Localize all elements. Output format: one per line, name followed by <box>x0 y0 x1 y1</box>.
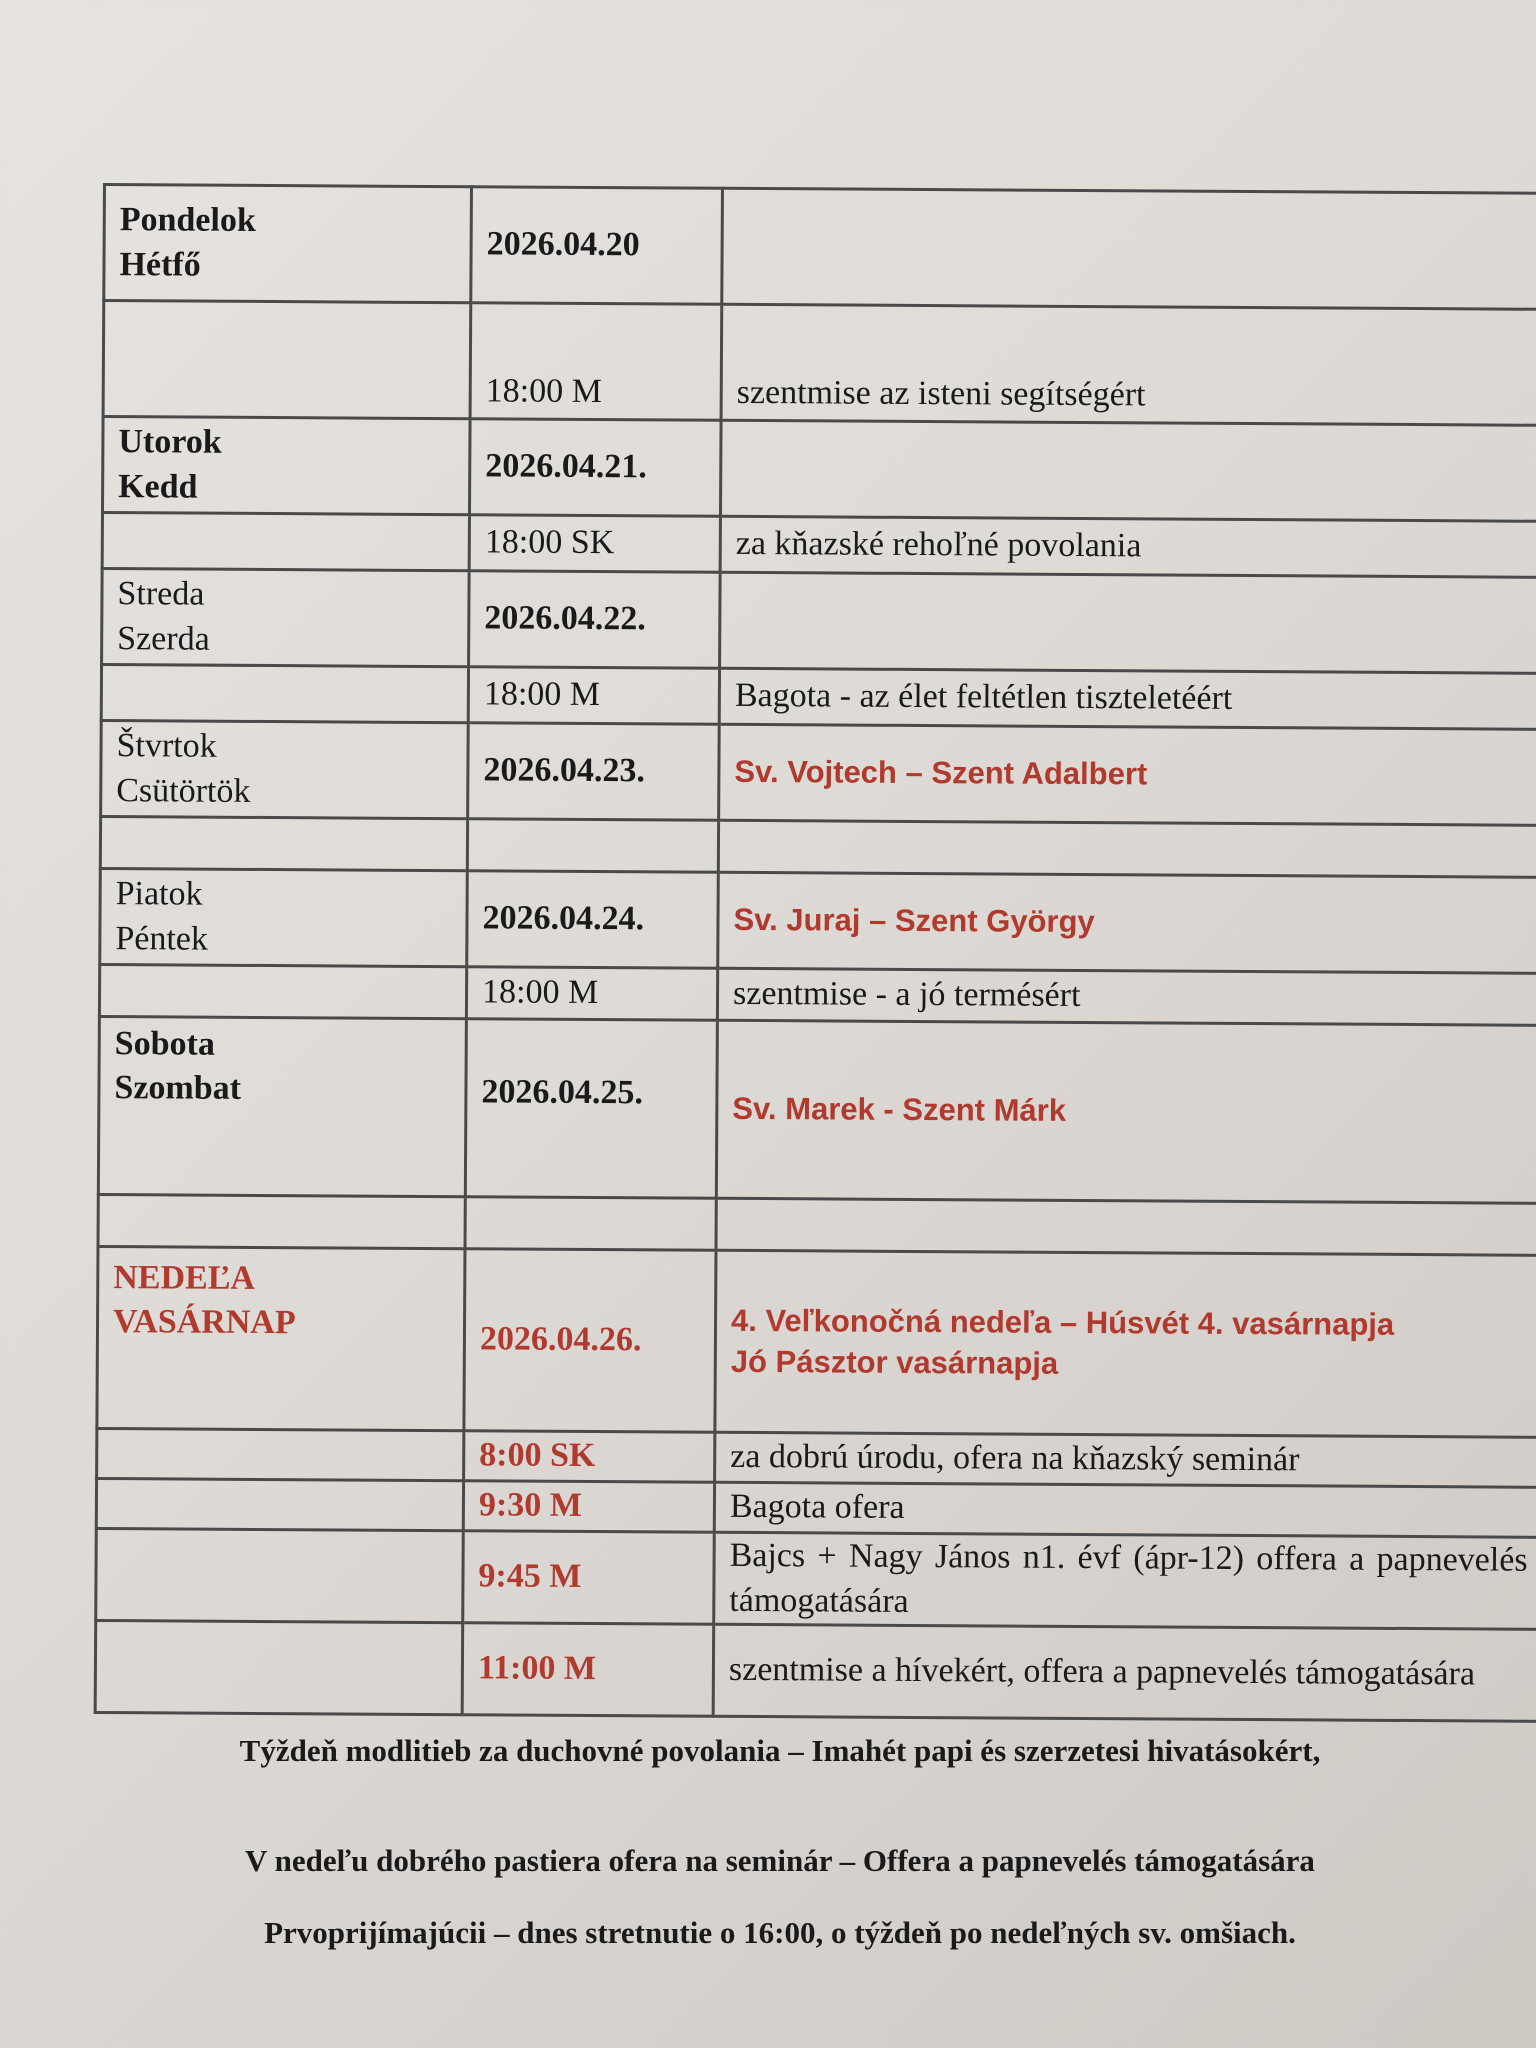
day-name-sk: Streda <box>117 575 205 613</box>
day-name-sk: Sobota <box>114 1025 215 1063</box>
empty-cell <box>99 964 466 1018</box>
day-row-wednesday <box>102 569 1536 674</box>
day-row-thursday <box>101 720 1536 825</box>
feast-cell: Sv. Marek - Szent Márk <box>716 1020 1536 1203</box>
day-name-hu: Szerda <box>117 619 210 658</box>
date-cell: 2026.04.21. <box>469 419 721 517</box>
empty-cell <box>465 1197 716 1251</box>
empty-cell <box>95 1620 463 1714</box>
day-name-hu: Hétfő <box>119 245 201 284</box>
empty-cell <box>718 820 1536 877</box>
footer-seminary-offering: V nedeľu dobrého pastiera ofera na seminár – Offera a papnevelés támogatására <box>245 1843 1315 1878</box>
event-row <box>96 1528 1536 1629</box>
note-cell: szentmise a hívekért, offera a papnevelés támogatására <box>713 1624 1536 1721</box>
day-row-saturday <box>98 1016 1536 1203</box>
day-name-hu: VASÁRNAP <box>112 1303 296 1342</box>
note-cell: za kňazské rehoľné povolania <box>720 516 1536 577</box>
event-row <box>103 301 1536 426</box>
day-name-sk: Utorok <box>118 423 222 462</box>
time-cell: 18:00 M <box>468 667 719 725</box>
day-name-cell <box>102 569 470 667</box>
note-cell: Bagota - az élet feltétlen tiszteletéért <box>719 668 1536 729</box>
empty-cell <box>98 1194 465 1248</box>
day-row-sunday <box>97 1246 1536 1437</box>
time-cell: 11:00 M <box>462 1623 714 1717</box>
date-cell: 2026.04.25. <box>465 1019 717 1199</box>
day-name-hu: Szombat <box>114 1069 242 1108</box>
empty-row <box>100 816 1536 877</box>
mass-schedule-table <box>94 183 1536 1723</box>
note-cell: szentmise - a jó termésért <box>717 968 1536 1025</box>
time-cell: 9:45 M <box>463 1531 715 1625</box>
date-cell: 2026.04.24. <box>467 871 719 969</box>
empty-cell <box>467 819 718 873</box>
footer-prayer-week: Týždeň modlitieb za duchovné povolania – Imahét papi és szerzetesi hivatásokért, <box>239 1733 1321 1768</box>
day-name-cell <box>97 1246 465 1430</box>
day-name-cell <box>101 720 469 818</box>
time-cell: 8:00 SK <box>464 1431 715 1483</box>
date-cell: 2026.04.22. <box>469 571 721 669</box>
day-name-sk: Piatok <box>115 875 203 913</box>
feast-cell: Sv. Vojtech – Szent Adalbert <box>719 724 1536 825</box>
feast-cell: Sv. Juraj – Szent György <box>718 872 1536 973</box>
day-name-hu: Csütörtök <box>116 771 251 810</box>
time-cell: 9:30 M <box>463 1481 714 1533</box>
day-name-sk: Pondelok <box>119 201 256 240</box>
time-cell: 18:00 M <box>466 967 717 1021</box>
event-row <box>101 665 1536 730</box>
event-row <box>99 964 1536 1025</box>
empty-cell <box>96 1478 463 1530</box>
note-cell: za dobrú úrodu, ofera na kňazský seminár <box>715 1432 1536 1487</box>
feast-line-2: Jó Pásztor vasárnapja <box>730 1343 1059 1381</box>
empty-cell <box>100 816 467 870</box>
empty-cell <box>97 1428 464 1480</box>
empty-cell <box>102 513 469 571</box>
note-cell <box>722 188 1536 309</box>
day-name-hu: Kedd <box>118 467 198 506</box>
day-name-cell <box>98 1016 466 1196</box>
feast-cell <box>715 1250 1536 1437</box>
empty-cell <box>101 665 468 723</box>
day-row-friday <box>100 868 1536 973</box>
day-name-cell <box>102 417 470 515</box>
empty-cell <box>96 1528 464 1622</box>
day-row-tuesday <box>102 417 1536 522</box>
note-cell <box>720 572 1536 673</box>
day-row-monday <box>104 185 1536 310</box>
date-cell: 2026.04.23. <box>468 723 720 821</box>
empty-cell <box>103 301 471 419</box>
event-row <box>102 513 1536 578</box>
note-cell: szentmise az isteni segítségért <box>721 304 1536 425</box>
event-row <box>97 1428 1536 1487</box>
note-cell <box>720 420 1536 521</box>
note-cell: Bajcs + Nagy János n1. évf (ápr-12) offera a papnevelés támogatására <box>714 1532 1536 1629</box>
footer-first-communion: Prvoprijímajúcii – dnes stretnutie o 16:00, o týždeň po nedeľných sv. omšiach. <box>264 1915 1296 1950</box>
day-name-sk: Štvrtok <box>116 727 217 766</box>
day-name-cell <box>100 868 468 966</box>
date-cell: 2026.04.26. <box>464 1249 716 1433</box>
note-cell: Bagota ofera <box>714 1482 1536 1537</box>
day-name-hu: Péntek <box>115 919 209 958</box>
feast-line-1: 4. Veľkonočná nedeľa – Húsvét 4. vasárnapja <box>730 1303 1395 1343</box>
day-name-cell <box>104 185 472 303</box>
time-cell: 18:00 M <box>470 303 722 421</box>
date-cell: 2026.04.20 <box>471 187 723 305</box>
empty-row <box>98 1194 1536 1255</box>
event-row <box>96 1478 1536 1537</box>
empty-cell <box>716 1198 1536 1255</box>
day-name-sk: NEDEĽA <box>113 1259 256 1297</box>
time-cell: 18:00 SK <box>469 515 720 573</box>
event-row <box>95 1620 1536 1721</box>
